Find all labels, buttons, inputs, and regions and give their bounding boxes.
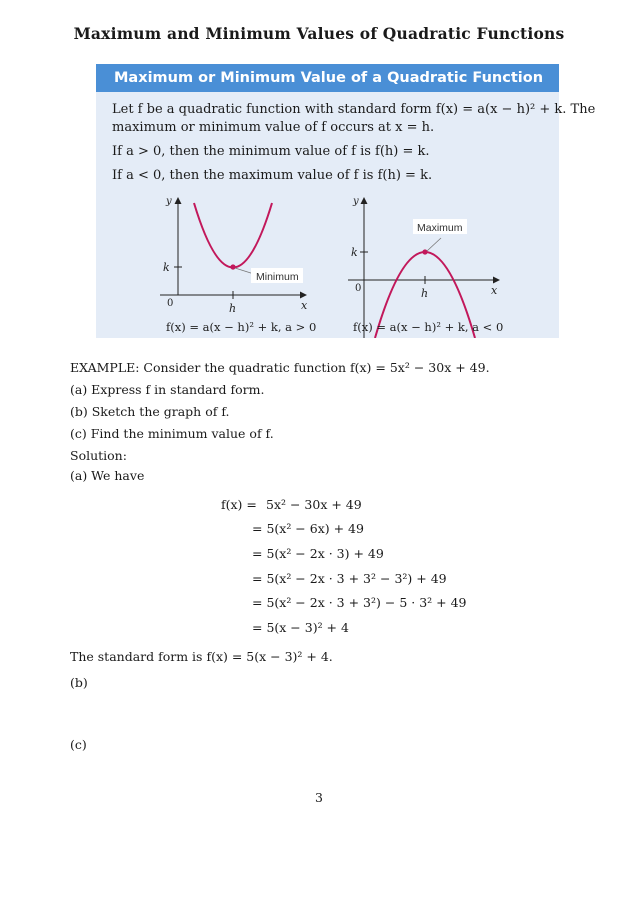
right-k-label: k — [351, 246, 358, 259]
example-intro: EXAMPLE: Consider the quadratic function f(x) = 5x² − 30x + 49. — [70, 360, 490, 375]
right-h-label: h — [421, 287, 429, 300]
left-callout-text: Minimum — [256, 271, 299, 283]
page-number: 3 — [315, 790, 323, 805]
solution-c-label: (c) — [70, 737, 87, 752]
definition-line-1: Let f be a quadratic function with standard form f(x) = a(x − h)² + k. The — [112, 102, 596, 117]
left-k-label: k — [163, 261, 170, 274]
graphs-figure — [96, 64, 559, 338]
left-x-label: x — [301, 299, 308, 312]
solution-a-intro: (a) We have — [70, 468, 145, 483]
page-title: Maximum and Minimum Values of Quadratic Functions — [73, 24, 565, 43]
solution-step-1: 5x² − 30x + 49 — [266, 497, 362, 512]
solution-b-label: (b) — [70, 675, 88, 690]
left-y-label: y — [166, 196, 172, 207]
standard-form-statement: The standard form is f(x) = 5(x − 3)² + 4. — [70, 649, 333, 664]
left-origin-label: 0 — [167, 298, 174, 309]
solution-step-3: = 5(x² − 2x · 3) + 49 — [252, 546, 384, 561]
solution-step-2: = 5(x² − 6x) + 49 — [252, 521, 364, 536]
graph-minimum — [160, 196, 316, 334]
right-x-label: x — [491, 284, 498, 297]
example-part-a: (a) Express f in standard form. — [70, 382, 265, 397]
left-parabola — [194, 203, 272, 268]
solution-label: Solution: — [70, 448, 127, 463]
right-caption: f(x) = a(x − h)² + k, a < 0 — [353, 320, 504, 334]
definition-line-4: If a < 0, then the maximum value of f is f(h) = k. — [112, 168, 433, 183]
solution-step-4: = 5(x² − 2x · 3 + 3² − 3²) + 49 — [252, 571, 447, 586]
solution-step-6: = 5(x − 3)² + 4 — [252, 620, 349, 635]
right-y-label: y — [353, 196, 359, 207]
solution-step-5: = 5(x² − 2x · 3 + 3²) − 5 · 3² + 49 — [252, 595, 467, 610]
left-h-label: h — [229, 302, 237, 315]
definition-line-3: If a > 0, then the minimum value of f is f(h) = k. — [112, 144, 430, 159]
definition-line-2: maximum or minimum value of f occurs at x = h. — [112, 120, 435, 135]
definition-box — [96, 64, 596, 338]
definition-heading: Maximum or Minimum Value of a Quadratic Function — [96, 64, 559, 92]
solution-step-1-lhs: f(x) = — [221, 497, 257, 512]
left-vertex-point — [230, 264, 235, 269]
graph-maximum — [348, 196, 503, 338]
right-origin-label: 0 — [355, 283, 362, 294]
right-callout-text: Maximum — [417, 222, 463, 234]
example-part-b: (b) Sketch the graph of f. — [70, 404, 230, 419]
example-part-c: (c) Find the minimum value of f. — [70, 426, 274, 441]
right-vertex-point — [422, 249, 427, 254]
right-callout-line — [427, 238, 441, 251]
left-caption: f(x) = a(x − h)² + k, a > 0 — [166, 320, 317, 334]
